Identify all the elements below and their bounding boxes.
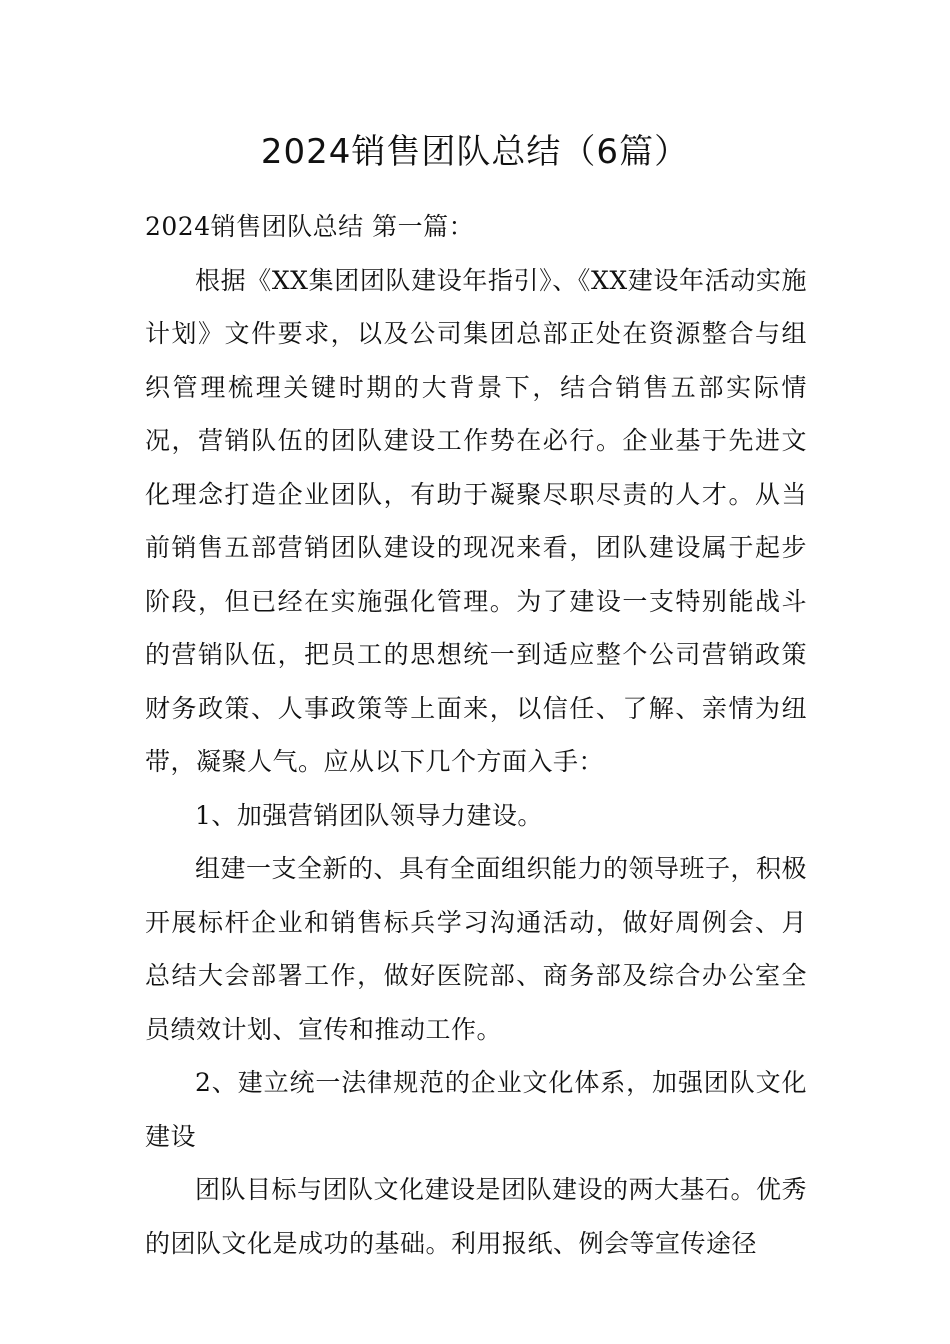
paragraph-intro: 根据《XX集团团队建设年指引》、《XX建设年活动实施计划》文件要求，以及公司集团总部正处在资源整合与组织管理梳理关键时期的大背景下，结合销售五部实际情况，营销队伍的团队建设工作势在必行。企业基于先进文化理念打造企业团队，有助于凝聚尽职尽责的人才。从当前销售五部营销团队建设的现况来看，团队建设属于起步阶段，但已经在实施强化管理。为了建设一支特别能战斗的营销队伍，把员工的思想统一到适应整个公司营销政策财务政策、人事政策等上面来，以信任、了解、亲情为纽带，凝聚人气。应从以下几个方面入手： xyxy=(145,265,807,776)
paragraph-culture: 团队目标与团队文化建设是团队建设的两大基石。优秀的团队文化是成功的基础。利用报纸、例会等宣传途径 xyxy=(145,1175,808,1258)
list-item-culture: 2、建立统一法律规范的企业文化体系，加强团队文化建设 xyxy=(145,1068,807,1151)
paragraph-leadership: 组建一支全新的、具有全面组织能力的领导班子，积极开展标杆企业和销售标兵学习沟通活动，做好周例会、月总结大会部署工作，做好医院部、商务部及综合办公室全员绩效计划、宣传和推动工作。 xyxy=(145,854,808,1044)
list-item-leadership: 1、加强营销团队领导力建设。 xyxy=(195,800,543,830)
section-heading: 2024销售团队总结 第一篇： xyxy=(145,212,475,241)
document-body xyxy=(145,200,807,1270)
document-title: 2024销售团队总结（6篇） xyxy=(260,132,690,172)
